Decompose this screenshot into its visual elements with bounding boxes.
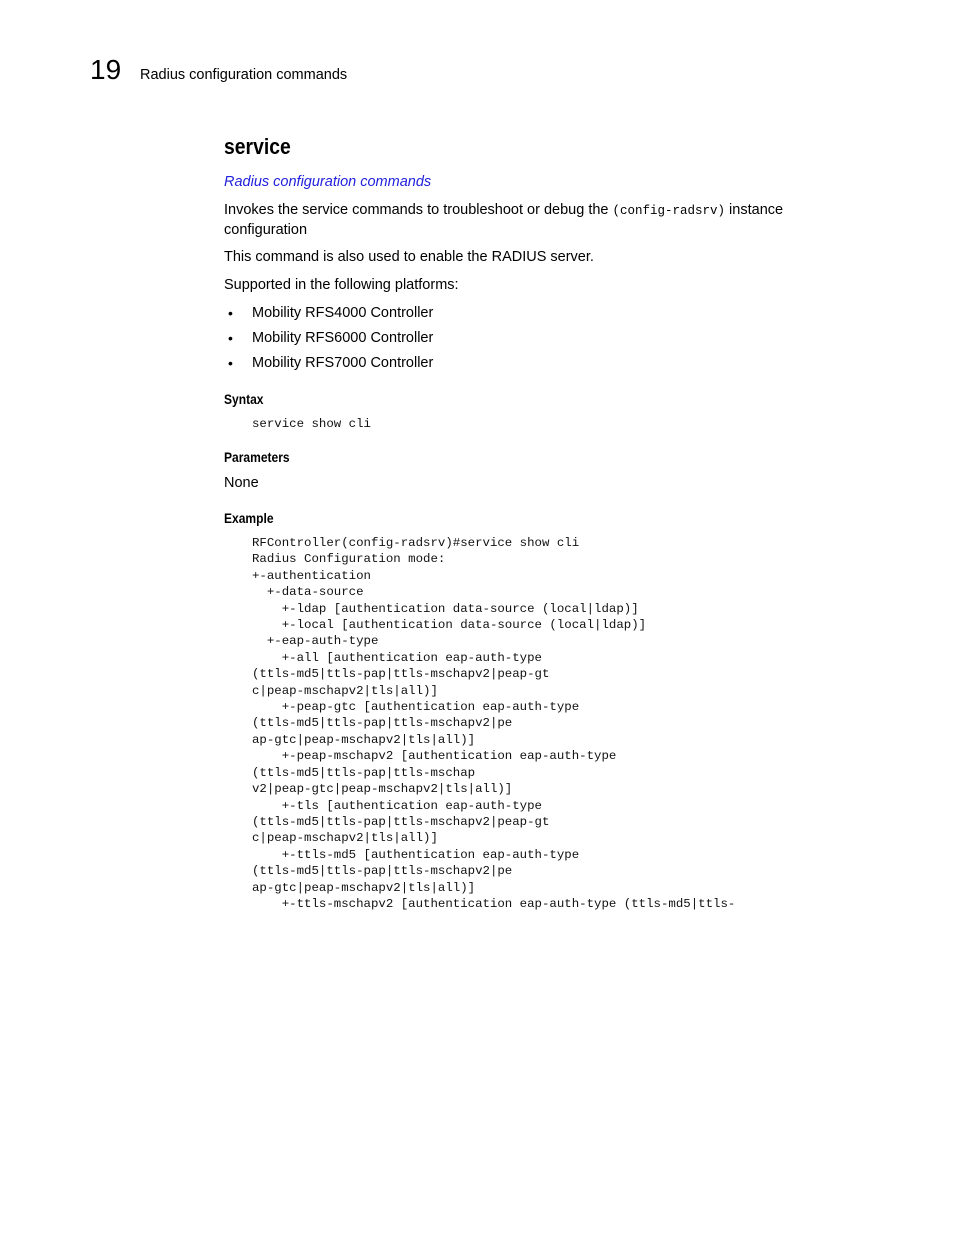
syntax-heading: Syntax [224, 391, 264, 407]
example-heading: Example [224, 510, 274, 526]
supported-paragraph: Supported in the following platforms: [224, 277, 459, 293]
bullet-icon: • [228, 305, 233, 321]
enable-paragraph: This command is also used to enable the RADIUS server. [224, 249, 594, 265]
config-mode-code: (config-radsrv) [612, 204, 726, 218]
list-item [224, 304, 433, 329]
syntax-code: service show cli [252, 417, 371, 431]
platform-label: Mobility RFS4000 Controller [252, 305, 434, 321]
chapter-title: Radius configuration commands [140, 67, 348, 83]
parameters-heading: Parameters [224, 449, 290, 465]
list-item [224, 354, 433, 379]
description-text-start: Invokes the service commands to troubleshoot or debug the [224, 202, 613, 218]
platform-label: Mobility RFS7000 Controller [252, 355, 434, 371]
bullet-icon: • [228, 355, 233, 371]
breadcrumb-link[interactable]: Radius configuration commands [224, 174, 432, 190]
platform-list [224, 304, 433, 379]
example-code: RFController(config-radsrv)#service show cli Radius Configuration mode: +-authentication +-data-source +-ldap [authentication data-source (local|ldap)] +-local [authentication data-source (local|ldap)] +-eap-auth-type +-all [authentication eap-auth-type (ttls-md5|ttls-pap|ttls-mschapv2|peap-gt c|peap-mschapv2|tls|all)] +-peap-gtc [authentication eap-auth-type (ttls-md5|ttls-pap|ttls-mschapv2|pe ap-gtc|peap-mschapv2|tls|all)] +-peap-mschapv2 [authentication eap-auth-type (ttls-md5|ttls-pap|ttls-mschap v2|peap-gtc|peap-mschapv2|tls|all)] +-tls [authentication eap-auth-type (ttls-md5|ttls-pap|ttls-mschapv2|peap-gt c|peap-mschapv2|tls|all)] +-ttls-md5 [authentication eap-auth-type (ttls-md5|ttls-pap|ttls-mschapv2|pe ap-gtc|peap-mschapv2|tls|all)] +-ttls-mschapv2 [authentication eap-auth-type (ttls-md5|ttls- [252, 536, 736, 911]
chapter-number: 19 [90, 54, 122, 85]
list-item [224, 329, 433, 354]
description-text-line2: configuration [224, 222, 308, 238]
bullet-icon: • [228, 330, 233, 346]
parameters-value: None [224, 475, 259, 491]
page-title: service [224, 134, 291, 159]
description-text-end: instance [725, 202, 784, 218]
platform-label: Mobility RFS6000 Controller [252, 330, 434, 346]
description-paragraph [224, 201, 824, 240]
